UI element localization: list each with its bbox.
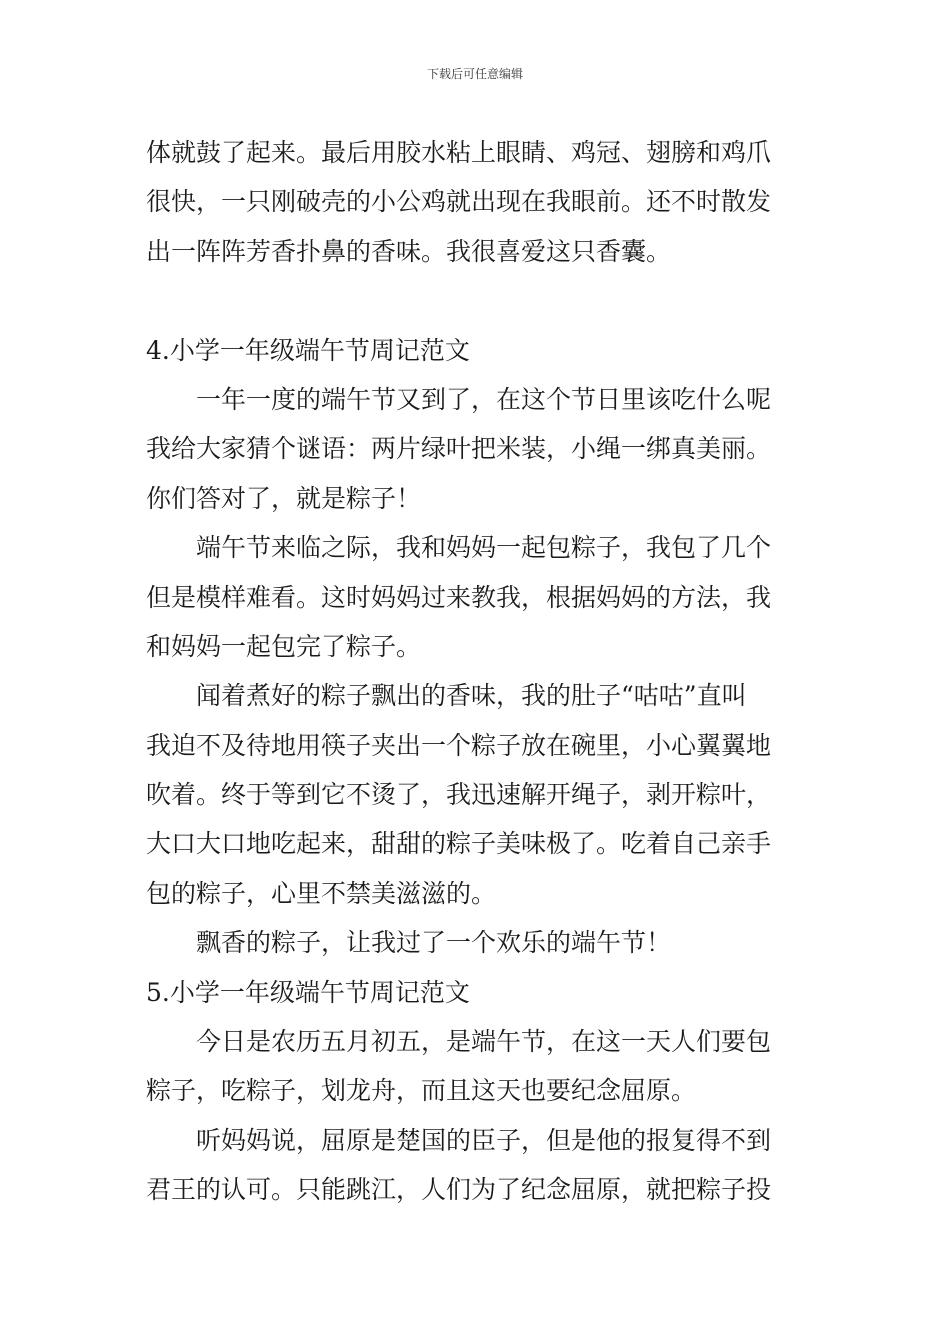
paragraph-start: 今日是农历五月初五，是端午节，在这一天人们要包: [196, 1027, 772, 1057]
section-heading-5: 5.小学一年级端午节周记范文: [146, 977, 470, 1007]
text-line-14: 吹着。终于等到它不烫了，我迅速解开绳子，剥开粽叶，: [146, 780, 772, 810]
page-header: 下载后可任意编辑: [426, 67, 523, 81]
text-line-2: 很快，一只刚破壳的小公鸡就出现在我眼前。还不时散发: [146, 187, 772, 217]
paragraph-start: 闻着煮好的粽子飘出的香味，我的肚子“咕咕”直叫: [196, 681, 747, 711]
text-line-16: 包的粽子，心里不禁美滋滋的。: [146, 878, 497, 908]
blank-line: [146, 276, 816, 325]
paragraph-start: 飘香的粽子，让我过了一个欢乐的端午节！: [196, 928, 672, 958]
text-line-8: 你们答对了，就是粽子！: [146, 483, 422, 513]
text-line-1: 体就鼓了起来。最后用胶水粘上眼睛、鸡冠、翅膀和鸡爪: [146, 138, 772, 167]
text-line-20: 粽子，吃粽子，划龙舟，而且这天也要纪念屈原。: [146, 1076, 697, 1106]
text-line-22: 君王的认可。只能跳江，人们为了纪念屈原，就把粽子投: [146, 1175, 772, 1205]
text-line-10: 但是模样难看。这时妈妈过来教我，根据妈妈的方法，我: [146, 582, 772, 612]
paragraph-start: 听妈妈说，屈原是楚国的臣子，但是他的报复得不到: [196, 1125, 772, 1155]
section-heading-4: 4.小学一年级端午节周记范文: [146, 335, 470, 365]
document-body: [146, 128, 816, 1215]
paragraph-start: 一年一度的端午节又到了，在这个节日里该吃什么呢: [196, 384, 772, 414]
paragraph-start: 端午节来临之际，我和妈妈一起包粽子，我包了几个: [196, 533, 772, 563]
text-line-13: 我迫不及待地用筷子夹出一个粽子放在碗里，小心翼翼地: [146, 730, 772, 760]
text-line-3: 出一阵阵芳香扑鼻的香味。我很喜爱这只香囊。: [146, 236, 672, 266]
text-line-15: 大口大口地吃起来，甜甜的粽子美味极了。吃着自己亲手: [146, 829, 772, 859]
text-line-7: 我给大家猜个谜语：两片绿叶把米装，小绳一绑真美丽。: [146, 434, 772, 464]
text-line-11: 和妈妈一起包完了粽子。: [146, 631, 422, 661]
